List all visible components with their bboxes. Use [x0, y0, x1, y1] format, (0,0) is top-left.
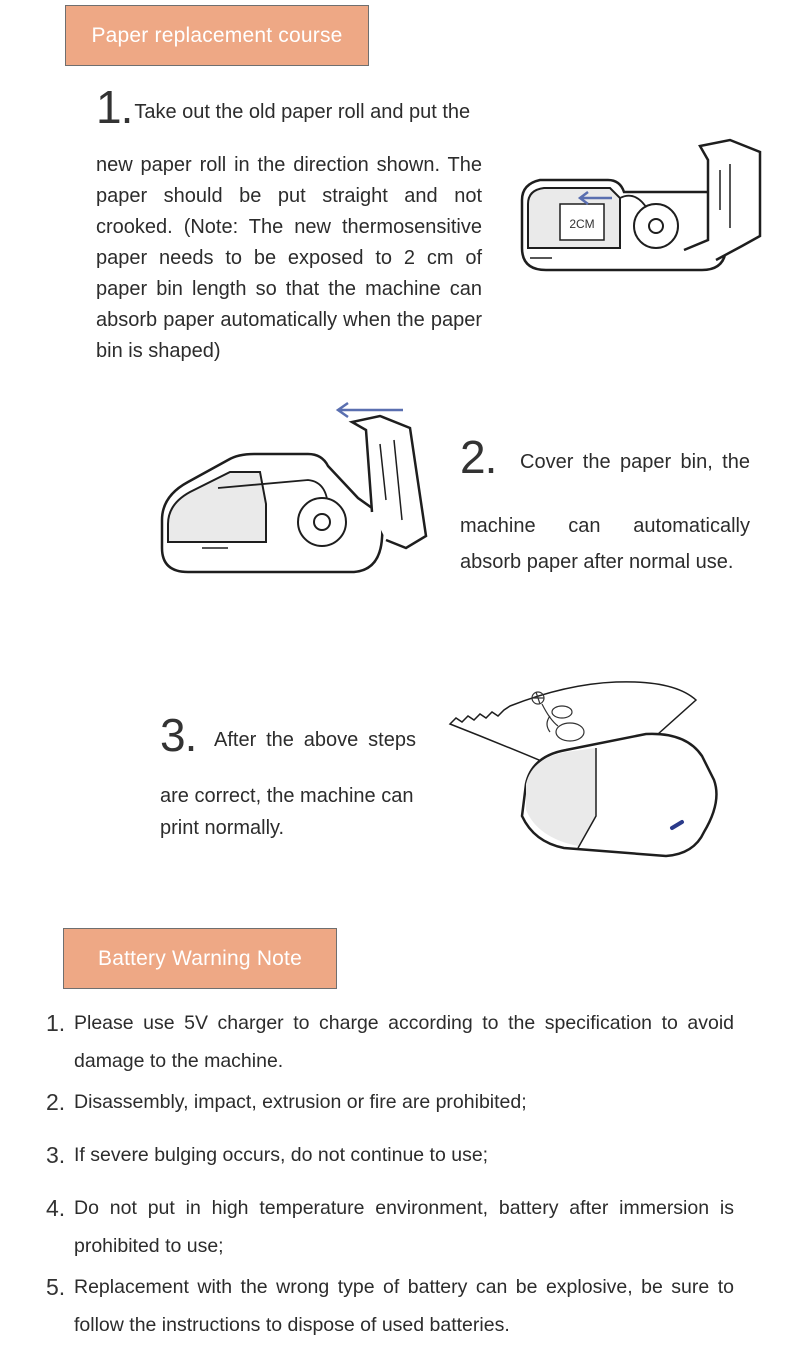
step-1-lead: Take out the old paper roll and put the [134, 101, 471, 123]
step-2-body: machine can automatically absorb paper after normal use. [460, 515, 750, 573]
warning-item-3 [46, 1136, 746, 1174]
step-2-lead: Cover the paper bin, the [520, 451, 750, 473]
step-1-printer-illustration [516, 140, 766, 280]
battery-warning-list [46, 1004, 746, 1344]
step-3-number: 3. [160, 709, 197, 761]
step-2-printer-illustration [158, 400, 438, 580]
close-cover-arrow [338, 403, 403, 417]
warning-text: Please use 5V charger to charge according to the specification to avoid damage to the machine. [74, 1012, 734, 1072]
warning-text: Disassembly, impact, extrusion or fire are prohibited; [74, 1091, 527, 1113]
warning-text: Replacement with the wrong type of battery can be explosive, be sure to follow the instructions to dispose of used batteries. [74, 1276, 734, 1336]
step-1-heading [96, 81, 486, 133]
warning-number: 3. [46, 1142, 66, 1168]
battery-warning-header: Battery Warning Note [63, 928, 337, 989]
step-3-body: are correct, the machine can print normally. [160, 785, 414, 839]
warning-item-2 [46, 1083, 746, 1121]
warning-number: 5. [46, 1274, 66, 1300]
step-1-body: new paper roll in the direction shown. The paper should be put straight and not crooked. (Note: The new thermosensitive paper needs to be exposed to 2 cm of paper bin length so that the machine can absorb paper automatically when the paper bin is shaped) [96, 154, 482, 362]
step-3-printing-illustration [446, 676, 736, 862]
step-2-heading [460, 431, 750, 483]
warning-item-5 [46, 1268, 746, 1344]
two-cm-label: 2CM [569, 217, 595, 231]
warning-number: 4. [46, 1195, 66, 1221]
warning-text: Do not put in high temperature environment, battery after immersion is prohibited to use; [74, 1197, 734, 1257]
warning-item-1 [46, 1004, 746, 1080]
warning-number: 2. [46, 1089, 66, 1115]
step-1-number: 1. [96, 81, 133, 133]
step-3-lead: After the above steps [214, 729, 416, 751]
step-2-number: 2. [460, 431, 497, 483]
warning-item-4 [46, 1189, 746, 1265]
warning-text: If severe bulging occurs, do not continue to use; [74, 1144, 489, 1166]
paper-replacement-header: Paper replacement course [65, 5, 369, 66]
warning-number: 1. [46, 1010, 66, 1036]
step-3-heading [160, 709, 416, 761]
